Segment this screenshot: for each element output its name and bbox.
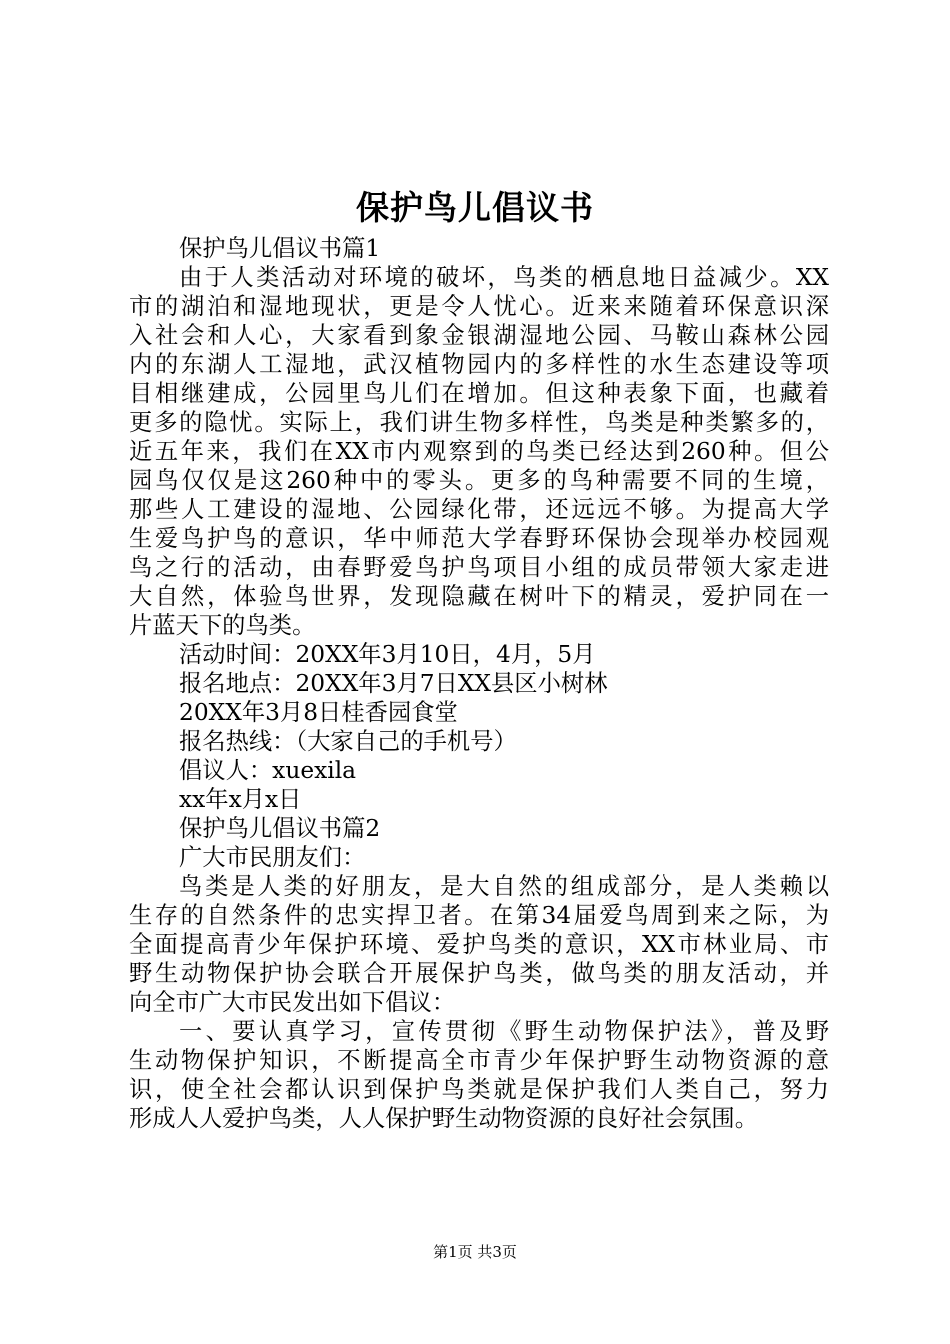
text-line: 20XX年3月8日桂香园食堂 [179, 699, 458, 726]
text-line: 鸟之行的活动，由春野爱鸟护鸟项目小组的成员带领大家走进 [129, 554, 829, 581]
page-footer: 第1页 共3页 [433, 1243, 517, 1261]
text-line: 报名地点：20XX年3月7日XX县区小树林 [179, 670, 608, 697]
text-line: 生爱鸟护鸟的意识，华中师范大学春野环保协会现举办校园观 [129, 525, 829, 552]
text-line: 园鸟仅仅是这260种中的零头。更多的鸟种需要不同的生境， [129, 467, 829, 494]
text-line: 那些人工建设的湿地、公园绿化带，还远远不够。为提高大学 [129, 496, 829, 523]
text-line: 大自然，体验鸟世界，发现隐藏在树叶下的精灵，爱护同在一 [129, 583, 829, 610]
text-line: 全面提高青少年保护环境、爱护鸟类的意识，XX市林业局、市 [129, 931, 829, 958]
text-line: 野生动物保护协会联合开展保护鸟类，做鸟类的朋友活动，并 [129, 960, 829, 987]
document-body [129, 234, 829, 1133]
text-line: 目相继建成，公园里鸟儿们在增加。但这种表象下面，也藏着 [129, 380, 829, 407]
text-line: 生动物保护知识，不断提高全市青少年保护野生动物资源的意 [129, 1047, 829, 1074]
text-line: 活动时间：20XX年3月10日，4月，5月 [179, 641, 596, 668]
text-line: 内的东湖人工湿地，武汉植物园内的多样性的水生态建设等项 [129, 351, 829, 378]
text-line: 向全市广大市民发出如下倡议： [129, 989, 456, 1016]
text-line: 形成人人爱护鸟类，人人保护野生动物资源的良好社会氛围。 [129, 1105, 759, 1132]
text-line: 片蓝天下的鸟类。 [129, 612, 316, 639]
text-line: 一、要认真学习，宣传贯彻《野生动物保护法》，普及野 [179, 1018, 829, 1045]
text-line: 保护鸟儿倡议书篇1 [179, 235, 381, 262]
text-line: 生存的自然条件的忠实捍卫者。在第34届爱鸟周到来之际，为 [129, 902, 829, 929]
text-line: 近五年来，我们在XX市内观察到的鸟类已经达到260种。但公 [129, 438, 829, 465]
text-line: 更多的隐忧。实际上，我们讲生物多样性，鸟类是种类繁多的， [129, 409, 829, 436]
text-line: 倡议人：xuexila [179, 757, 357, 784]
text-line: 识，使全社会都认识到保护鸟类就是保护我们人类自己，努力 [129, 1076, 829, 1103]
text-line: 保护鸟儿倡议书篇2 [179, 815, 381, 842]
text-line: 鸟类是人类的好朋友，是大自然的组成部分，是人类赖以 [179, 873, 829, 900]
text-line: 市的湖泊和湿地现状，更是令人忧心。近来来随着环保意识深 [129, 293, 829, 320]
document-title: 保护鸟儿倡议书 [356, 188, 594, 227]
text-line: 入社会和人心，大家看到象金银湖湿地公园、马鞍山森林公园 [129, 322, 829, 349]
text-line: 由于人类活动对环境的破坏，鸟类的栖息地日益减少。XX [179, 264, 829, 291]
text-line: 报名热线：（大家自己的手机号） [179, 728, 517, 755]
text-line: xx年x月x日 [179, 786, 302, 813]
text-line: 广大市民朋友们： [179, 844, 366, 871]
